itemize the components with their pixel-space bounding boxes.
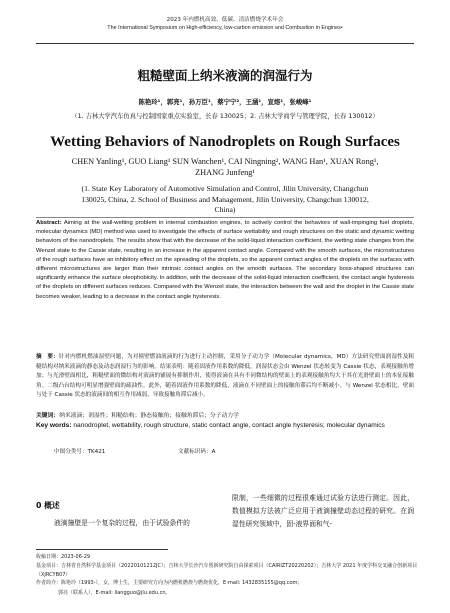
body-right-column: 限制，一些细微的过程很难通过试验方法进行测定。因此，数值模拟方法被广泛应用于液滴撞壁动态过程的研究。在润湿性研究领域中，固-液界面和气-: [232, 494, 414, 528]
keywords-cn: [36, 410, 414, 419]
abstract-cn-label: 摘 要：: [36, 354, 59, 360]
abstract-rule: [36, 217, 414, 218]
abstract-cn-text: 针对内燃机燃油湿壁问题，为对撞壁燃油液滴的行为进行主动控制，采用分子动力学（Molecular dynamics，MD）方法研究壁面润湿性及粗糙结构对纳米液滴的静态及动态润湿行为的影响。结果表明：随着固液作用系数的降低，润湿状态会由 Wenzel 状态转变为 Cassie 状态，表观接触角增加；与光滑壁面相比，粗糙壁面的微结构对液滴的铺展有抑制作用，使得液滴在具有不同微结构的壁面上的表观接触角均大于其在光滑壁面上的本征接触角。二级凸台结构可明显增强壁面的疏油性。此外，随着固液作用系数的降低，液滴在不同壁面上的接触角滞后均不断减小。与 Wenzel 状态相比，壁面与处于 Cassie 状态的液滴间的相互作用减弱，导致接触角滞后减小。: [36, 354, 414, 399]
footnote-funding: 基金项目：吉林省自然科学基金项目（20220101212JC）；吉林大学长沙汽车创新研究院自由探索项目（CAIRIZT20220202）；吉林大学 2021 年度学科交叉融合创新项目（XJRCYB07）: [36, 563, 418, 578]
header-cn: 2023 年内燃机高效、低碳、清洁燃烧学术年会: [166, 17, 284, 23]
authors-en: CHEN Yanling¹, GUO Liang¹ SUN Wanchen¹, CAI Ningning², WANG Han¹, XUAN Rong¹, ZHANG Junfeng¹: [71, 157, 379, 177]
abstract-en-text: Aiming at the wall-wetting problem in internal combustion engines, to actively control the behaviors of wall-impinging fuel droplets, molecular dynamics (MD) method was used to investigate the effects of surface wettability and rough structures on the static and dynamic wetting behaviors of the nanodroplets. The results show that with the decrease of the solid-liquid interaction coefficient, the wetting state changes from the Wenzel state to the Cassie state, resulting in an increase in the apparent contact angle. Compared with the smooth surfaces, the microstructures of the rough surfaces have an inhibitory effect on the spreading of the droplets, so the apparent contact angles of the droplets on the surfaces with different microstructures are larger than their intrinsic contact angles on the smooth surfaces. The secondary boss-shaped structures can significantly enhance the surface oleophobicity. In addition, with the decrease of the solid-liquid interaction coefficient, the contact angle hysteresis of the droplets on different surfaces reduces. Compared with the Wenzel state, the interaction between the wall and the droplet in the Cassie state becomes weaker, leading to a decrease in the contact angle hysteresis.: [36, 220, 414, 300]
title-cn: 粗糙壁面上纳米液滴的润湿行为: [137, 68, 313, 83]
clc-number: 中图分类号：TK421: [54, 449, 106, 455]
header-rule: [36, 43, 414, 44]
footnote-contact: 郭亮（联系人），E-mail: liangguo@jlu.edu.cn。: [58, 589, 171, 596]
keywords-en: [36, 421, 414, 431]
footnote-author: 作者简介：陈艳玲（1993-），女，博士生，主要研究方向为内燃机燃烧与燃烧优化，E-mail: 1432835155@qq.com；: [36, 580, 303, 587]
header-en: The International Symposium on High-efficiency, low-carbon emission and Combustion in Engines•: [107, 25, 343, 31]
keywords-en-label: Key words:: [36, 422, 72, 429]
running-header: [0, 16, 450, 32]
affiliation-cn: （1. 吉林大学汽车仿真与控制国家重点实验室，长春 130025；2. 吉林大学商学与管理学院，长春 130012）: [71, 113, 379, 120]
section-heading: 0 概述: [36, 501, 60, 510]
affiliation-en: (1. State Key Laboratory of Automotive Simulation and Control, Jilin University, Changchun 130025, China, 2. School of Business and Management, Jilin University, Changchun 130012, China): [81, 184, 369, 214]
abstract-label: Abstract:: [36, 220, 62, 226]
abstract-en: [36, 219, 414, 302]
footnotes: [36, 553, 421, 598]
authors-cn: 陈艳玲¹，郭亮¹，孙万臣¹，蔡宁宁²，王涵¹，宣熔¹，张峻峰¹: [138, 98, 312, 106]
keywords-cn-text: 纳米液滴；润湿性；粗糙结构；静态接触角；接触角滞后；分子动力学: [59, 413, 239, 419]
footnote-rule: [36, 549, 168, 550]
body-left-column: 液滴撞壁是一个复杂的过程，由于试验条件的: [54, 519, 190, 527]
document-code: 文献标识码：A: [178, 449, 216, 455]
keywords-cn-label: 关键词：: [36, 413, 60, 419]
footnote-received: 收稿日期：2023-06-29: [36, 554, 91, 560]
abstract-cn: [36, 353, 414, 401]
keywords-en-text: nanodroplet, wettability, rough structure, static contact angle, contact angle hysteresis; molecular dynamics: [73, 422, 385, 429]
title-en: Wetting Behaviors of Nanodroplets on Rough Surfaces: [50, 134, 400, 150]
